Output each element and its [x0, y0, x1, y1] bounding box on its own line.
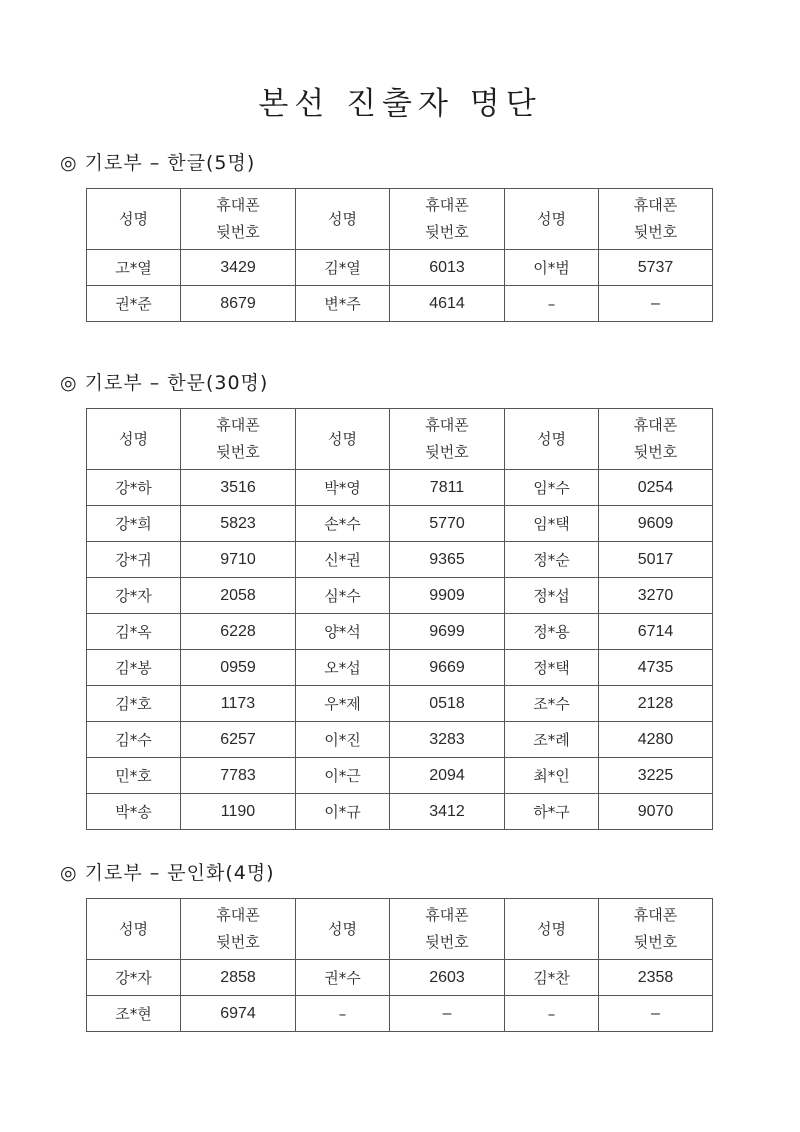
cell-phone-suffix: 6013	[390, 250, 505, 286]
cell-phone-suffix: –	[390, 996, 505, 1032]
cell-name: 정*순	[505, 542, 599, 578]
cell-phone-suffix: 2094	[390, 758, 505, 794]
cell-name: 강*하	[87, 470, 181, 506]
cell-phone-suffix: 5823	[181, 506, 296, 542]
table-header-row	[87, 899, 713, 960]
header-name: 성명	[296, 409, 390, 470]
header-phone-line2: 뒷번호	[216, 443, 260, 461]
header-phone-suffix	[599, 899, 713, 960]
finalists-table-hanmun	[86, 408, 713, 830]
cell-phone-suffix: 0254	[599, 470, 713, 506]
cell-name: 정*택	[505, 650, 599, 686]
page-title: 본선 진출자 명단	[258, 86, 542, 122]
cell-phone-suffix: 9070	[599, 794, 713, 830]
header-name: 성명	[296, 189, 390, 250]
cell-name: 임*택	[505, 506, 599, 542]
header-phone-line1: 휴대폰	[425, 196, 469, 214]
header-name: 성명	[87, 189, 181, 250]
cell-phone-suffix: 5770	[390, 506, 505, 542]
cell-phone-suffix: 7811	[390, 470, 505, 506]
cell-name: –	[505, 286, 599, 322]
cell-phone-suffix: 3516	[181, 470, 296, 506]
header-phone-line2: 뒷번호	[425, 933, 469, 951]
cell-name: 조*현	[87, 996, 181, 1032]
cell-phone-suffix: 3429	[181, 250, 296, 286]
cell-name: 오*섭	[296, 650, 390, 686]
cell-phone-suffix: 3412	[390, 794, 505, 830]
cell-phone-suffix: 9609	[599, 506, 713, 542]
cell-phone-suffix: 2603	[390, 960, 505, 996]
table-row	[87, 506, 713, 542]
cell-name: 김*찬	[505, 960, 599, 996]
cell-name: 이*범	[505, 250, 599, 286]
cell-phone-suffix: 8679	[181, 286, 296, 322]
cell-name: 강*귀	[87, 542, 181, 578]
cell-phone-suffix: 6714	[599, 614, 713, 650]
header-phone-line1: 휴대폰	[633, 416, 678, 434]
cell-phone-suffix: 2858	[181, 960, 296, 996]
header-name: 성명	[505, 899, 599, 960]
cell-name: 김*옥	[87, 614, 181, 650]
header-name: 성명	[87, 409, 181, 470]
cell-name: 김*호	[87, 686, 181, 722]
header-phone-line2: 뒷번호	[425, 223, 469, 241]
cell-phone-suffix: 6228	[181, 614, 296, 650]
header-phone-suffix	[181, 189, 296, 250]
cell-name: 이*진	[296, 722, 390, 758]
cell-phone-suffix: 9669	[390, 650, 505, 686]
cell-phone-suffix: 9909	[390, 578, 505, 614]
cell-name: 정*섭	[505, 578, 599, 614]
cell-name: –	[296, 996, 390, 1032]
header-phone-line2: 뒷번호	[425, 443, 469, 461]
header-name: 성명	[505, 189, 599, 250]
header-phone-line2: 뒷번호	[216, 223, 260, 241]
cell-name: 민*호	[87, 758, 181, 794]
header-phone-suffix	[390, 899, 505, 960]
cell-phone-suffix: 0518	[390, 686, 505, 722]
cell-phone-suffix: 3283	[390, 722, 505, 758]
cell-phone-suffix: 1173	[181, 686, 296, 722]
cell-name: 권*준	[87, 286, 181, 322]
header-phone-suffix	[390, 409, 505, 470]
cell-phone-suffix: 2058	[181, 578, 296, 614]
cell-name: 강*희	[87, 506, 181, 542]
section-heading-muninhwa: ◎ 기로부 – 문인화(4명)	[60, 862, 275, 884]
cell-name: 강*자	[87, 578, 181, 614]
header-name: 성명	[505, 409, 599, 470]
cell-name: 손*수	[296, 506, 390, 542]
header-phone-suffix	[390, 189, 505, 250]
cell-name: 조*례	[505, 722, 599, 758]
header-phone-line2: 뒷번호	[633, 933, 678, 951]
table-row	[87, 996, 713, 1032]
cell-name: –	[505, 996, 599, 1032]
table-header-row	[87, 409, 713, 470]
cell-name: 김*열	[296, 250, 390, 286]
cell-name: 변*주	[296, 286, 390, 322]
cell-phone-suffix: 7783	[181, 758, 296, 794]
header-phone-line1: 휴대폰	[633, 196, 678, 214]
cell-phone-suffix: 1190	[181, 794, 296, 830]
header-name: 성명	[87, 899, 181, 960]
cell-phone-suffix: 3270	[599, 578, 713, 614]
cell-name: 최*인	[505, 758, 599, 794]
cell-phone-suffix: 5017	[599, 542, 713, 578]
cell-phone-suffix: 6974	[181, 996, 296, 1032]
table-row	[87, 758, 713, 794]
table-row	[87, 470, 713, 506]
header-phone-line2: 뒷번호	[216, 933, 260, 951]
table-header-row	[87, 189, 713, 250]
cell-name: 양*석	[296, 614, 390, 650]
cell-phone-suffix: 4614	[390, 286, 505, 322]
header-phone-line1: 휴대폰	[425, 906, 469, 924]
header-phone-line1: 휴대폰	[216, 416, 260, 434]
cell-phone-suffix: 9710	[181, 542, 296, 578]
cell-name: 이*규	[296, 794, 390, 830]
header-phone-suffix	[181, 409, 296, 470]
cell-name: 고*열	[87, 250, 181, 286]
table-row	[87, 686, 713, 722]
cell-phone-suffix: 4280	[599, 722, 713, 758]
table-row	[87, 960, 713, 996]
table-row	[87, 578, 713, 614]
header-phone-suffix	[599, 189, 713, 250]
cell-name: 정*용	[505, 614, 599, 650]
section-heading-hangul: ◎ 기로부 – 한글(5명)	[60, 152, 256, 174]
header-name: 성명	[296, 899, 390, 960]
cell-name: 임*수	[505, 470, 599, 506]
table-row	[87, 794, 713, 830]
table-row	[87, 614, 713, 650]
cell-phone-suffix: 9699	[390, 614, 505, 650]
cell-phone-suffix: 9365	[390, 542, 505, 578]
finalists-table-muninhwa	[86, 898, 713, 1032]
cell-name: 하*구	[505, 794, 599, 830]
header-phone-suffix	[599, 409, 713, 470]
header-phone-line2: 뒷번호	[633, 223, 678, 241]
finalists-table-hangul	[86, 188, 713, 322]
cell-name: 김*수	[87, 722, 181, 758]
table-row	[87, 542, 713, 578]
header-phone-line1: 휴대폰	[633, 906, 678, 924]
cell-phone-suffix: 2358	[599, 960, 713, 996]
header-phone-line2: 뒷번호	[633, 443, 678, 461]
cell-phone-suffix: –	[599, 996, 713, 1032]
header-phone-line1: 휴대폰	[216, 906, 260, 924]
cell-phone-suffix: 6257	[181, 722, 296, 758]
section-heading-hanmun: ◎ 기로부 – 한문(30명)	[60, 372, 269, 394]
cell-name: 김*봉	[87, 650, 181, 686]
cell-name: 이*근	[296, 758, 390, 794]
header-phone-line1: 휴대폰	[425, 416, 469, 434]
table-row	[87, 722, 713, 758]
cell-phone-suffix: 0959	[181, 650, 296, 686]
cell-phone-suffix: 2128	[599, 686, 713, 722]
table-row	[87, 250, 713, 286]
cell-name: 우*제	[296, 686, 390, 722]
cell-name: 박*영	[296, 470, 390, 506]
cell-phone-suffix: 4735	[599, 650, 713, 686]
cell-name: 박*송	[87, 794, 181, 830]
header-phone-suffix	[181, 899, 296, 960]
cell-name: 권*수	[296, 960, 390, 996]
cell-phone-suffix: 3225	[599, 758, 713, 794]
cell-phone-suffix: 5737	[599, 250, 713, 286]
cell-name: 신*권	[296, 542, 390, 578]
table-row	[87, 286, 713, 322]
table-row	[87, 650, 713, 686]
cell-name: 강*자	[87, 960, 181, 996]
header-phone-line1: 휴대폰	[216, 196, 260, 214]
cell-name: 조*수	[505, 686, 599, 722]
cell-name: 심*수	[296, 578, 390, 614]
cell-phone-suffix: –	[599, 286, 713, 322]
